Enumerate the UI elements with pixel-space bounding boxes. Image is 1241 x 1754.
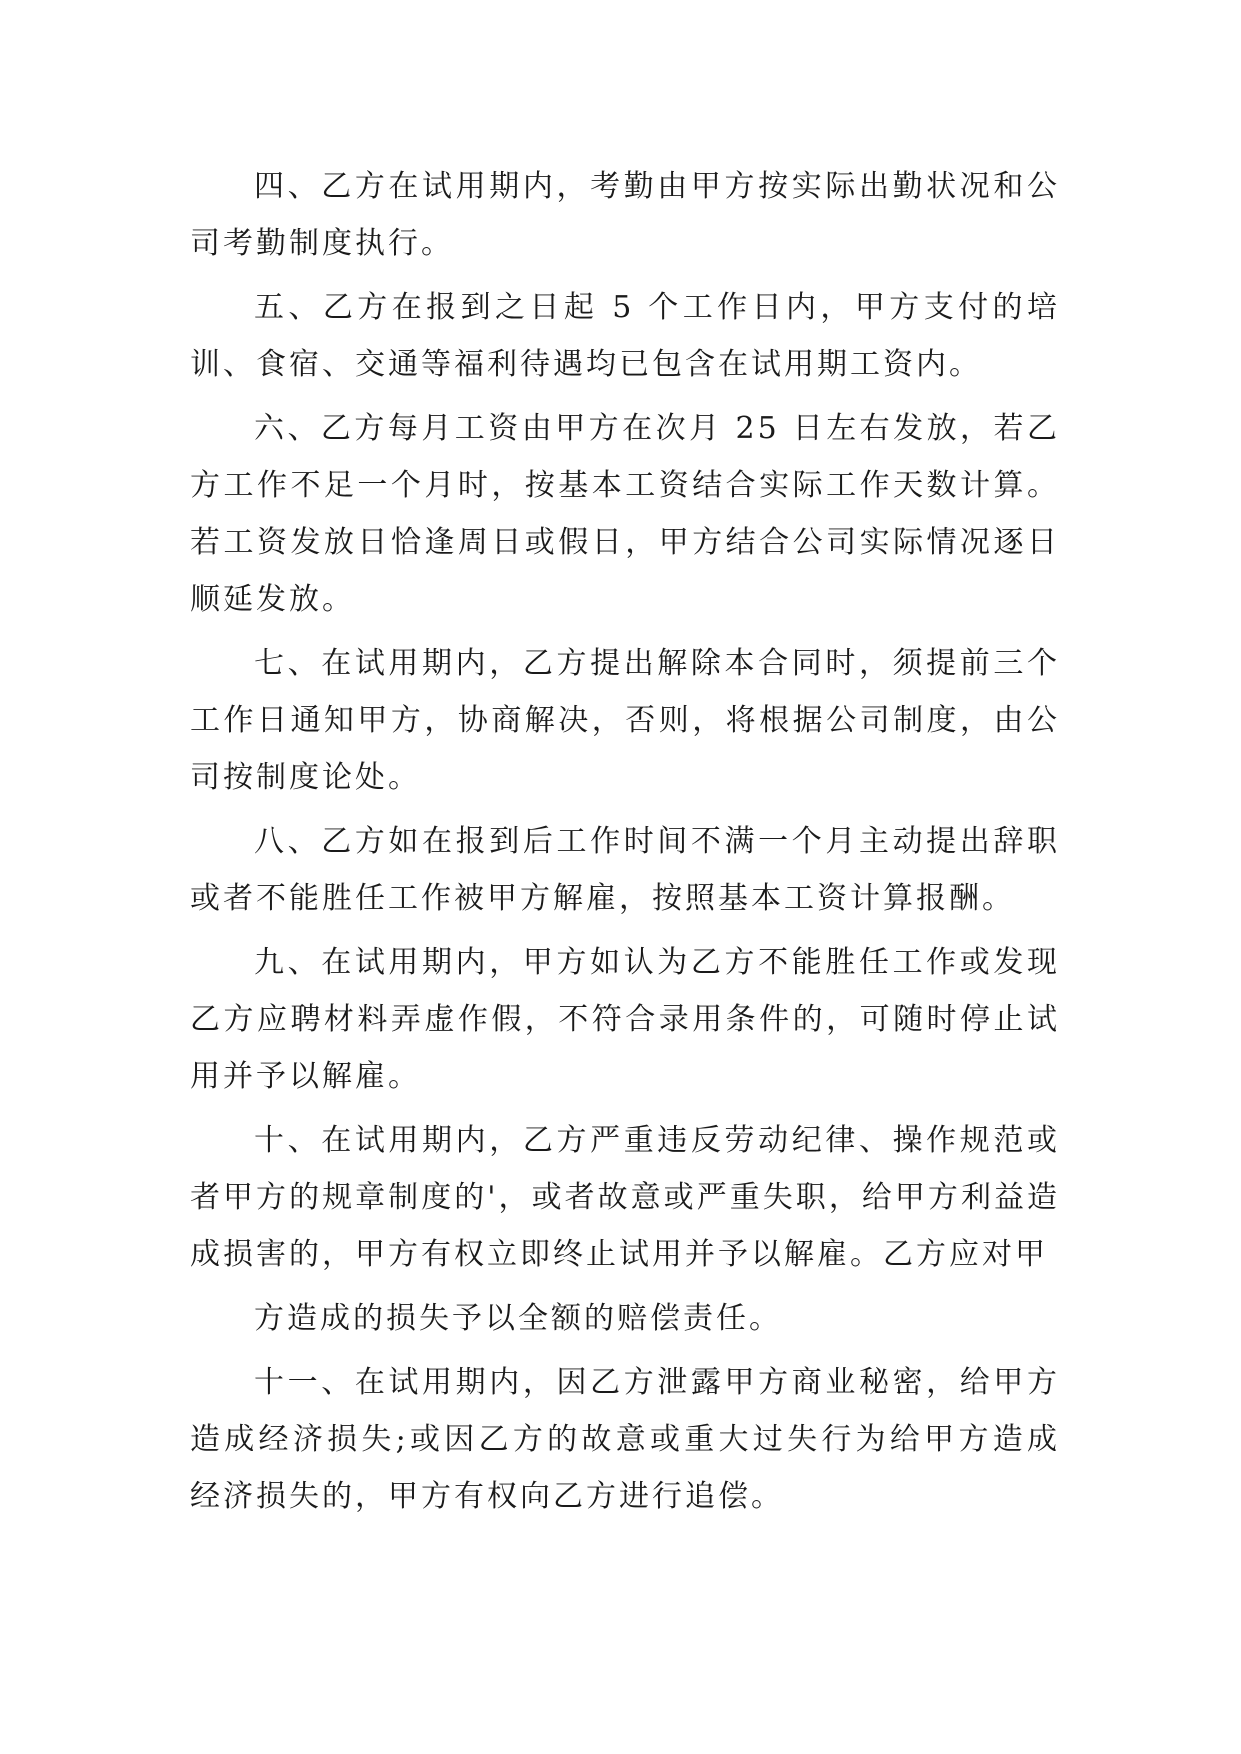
paragraph-11: 十一、在试用期内，因乙方泄露甲方商业秘密，给甲方造成经济损失;或因乙方的故意或重大过失行为给甲方造成经济损失的，甲方有权向乙方进行追偿。 (190, 1365, 1060, 1514)
document-body (190, 158, 1060, 1532)
paragraph-9: 九、在试用期内，甲方如认为乙方不能胜任工作或发现乙方应聘材料弄虚作假，不符合录用条件的，可随时停止试用并予以解雇。 (190, 945, 1060, 1094)
paragraph-5: 五、乙方在报到之日起 5 个工作日内，甲方支付的培训、食宿、交通等福利待遇均已包含在试用期工资内。 (190, 290, 1060, 382)
paragraph-4: 四、乙方在试用期内，考勤由甲方按实际出勤状况和公司考勤制度执行。 (190, 169, 1060, 261)
paragraph-10-continued: 方造成的损失予以全额的赔偿责任。 (254, 1301, 782, 1336)
paragraph-6: 六、乙方每月工资由甲方在次月 25 日左右发放，若乙方工作不足一个月时，按基本工资结合实际工作天数计算。若工资发放日恰逢周日或假日，甲方结合公司实际情况逐日顺延发放。 (190, 411, 1060, 617)
paragraph-7: 七、在试用期内，乙方提出解除本合同时，须提前三个工作日通知甲方，协商解决，否则，将根据公司制度，由公司按制度论处。 (190, 646, 1060, 795)
paragraph-8: 八、乙方如在报到后工作时间不满一个月主动提出辞职或者不能胜任工作被甲方解雇，按照基本工资计算报酬。 (190, 824, 1060, 916)
paragraph-10: 十、在试用期内，乙方严重违反劳动纪律、操作规范或者甲方的规章制度的'，或者故意或严重失职，给甲方利益造成损害的，甲方有权立即终止试用并予以解雇。乙方应对甲 (190, 1123, 1060, 1272)
